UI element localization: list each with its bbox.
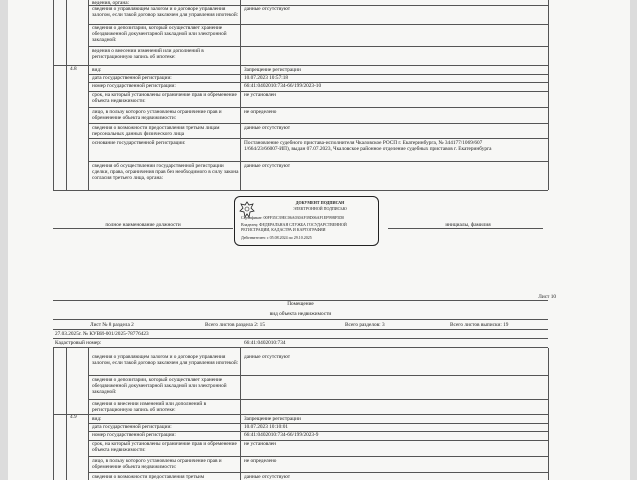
row-value: Запрещение регистрации — [244, 416, 301, 422]
total-sheets-section: Всего листов раздела 2: 15 — [205, 322, 265, 328]
row-value: данные отсутствуют — [244, 163, 291, 169]
sheet-info: Лист № 8 раздела 2 — [90, 322, 134, 328]
cadastral-row — [8, 340, 630, 347]
table-row — [8, 83, 630, 90]
date-number-row — [8, 331, 630, 338]
table-row — [8, 25, 630, 45]
object-subtitle: вид объекта недвижимости — [269, 311, 332, 317]
valid-value: с 05.08.2024 по 29.10.2025 — [266, 235, 312, 240]
table-row — [8, 474, 630, 480]
document-page — [8, 0, 630, 480]
row-value: данные отсутствуют — [244, 354, 291, 360]
row-label: ведения о внесении изменений или дополнений в регистрационную запись об ипотеке: — [92, 48, 204, 60]
stamp-subtitle: ЭЛЕКТРОННОЙ ПОДПИСЬЮ — [293, 206, 347, 211]
section-num: 4.8 — [70, 66, 77, 72]
table-row — [8, 424, 630, 431]
section-num: 4.9 — [70, 414, 77, 420]
table-row — [8, 458, 630, 472]
row-value: не установлен — [244, 441, 276, 447]
table-row — [8, 401, 630, 415]
row-label: вид: — [92, 67, 102, 73]
row-label: сведения о возможности предоставления третьим лицам персональных данных физического лица — [92, 125, 220, 137]
row-value: Запрещение регистрации — [244, 67, 301, 73]
valid-label: Действителен: — [241, 235, 266, 240]
row-label: вид: — [92, 416, 102, 422]
table-row — [8, 109, 630, 123]
owner-value: ФЕДЕРАЛЬНАЯ СЛУЖБА ГОСУДАРСТВЕННОЙ РЕГИСТРАЦИИ, КАДАСТРА И КАРТОГРАФИИ — [241, 222, 347, 232]
row-value: данные отсутствуют — [244, 125, 291, 131]
row-label: ведения, органа: — [92, 0, 130, 5]
table-row — [8, 140, 630, 160]
cadastral-value: 66:41:0402010:734 — [244, 340, 286, 346]
top-table — [8, 0, 630, 202]
name-caption: инициалы, фамилия — [445, 222, 491, 228]
row-label: номер государственной регистрации: — [92, 432, 176, 438]
table-row — [8, 432, 630, 439]
stamp-owner — [241, 222, 376, 232]
position-caption: полное наименование должности — [105, 222, 181, 228]
row-label: лицо, в пользу которого установлены ограничение прав и обременение объекта недвижимости: — [92, 458, 222, 470]
table-row — [8, 67, 630, 74]
stamp-cert — [241, 215, 376, 220]
second-page-header — [8, 292, 630, 352]
total-sheets-extract: Всего листов выписки: 19 — [450, 322, 509, 328]
table-row — [8, 441, 630, 455]
signature-block — [8, 190, 630, 250]
table-row — [8, 6, 630, 24]
row-value: 10.07.2023 10:10:01 — [244, 424, 288, 430]
table-row — [8, 125, 630, 138]
table-row — [8, 75, 630, 82]
stamp-title: ДОКУМЕНТ ПОДПИСАН — [295, 200, 345, 205]
sheet-number: Лист 10 — [538, 294, 556, 300]
row-label: дата государственной регистрации: — [92, 424, 172, 430]
owner-label: Владелец: — [241, 222, 259, 227]
row-value: данные отсутствуют — [244, 474, 291, 480]
date-number: 27.03.2025г. № КУВИ-001/2025-78776423 — [55, 331, 149, 337]
row-value: 66:41:0402010:734-66/199/2023-9 — [244, 432, 319, 438]
row-label: сведения о внесении изменений или дополнений в регистрационную запись об ипотеке: — [92, 401, 207, 413]
row-value: 66:41:0402010:734-66/199/2023-10 — [244, 83, 322, 89]
row-label: сведения о возможности предоставления третьим — [92, 474, 205, 480]
object-title: Помещение — [287, 301, 314, 307]
row-label: сведения о управляющем залогом и о договоре управления залогом, если такой договор заключен для управления ипотекой: — [92, 6, 239, 18]
row-label: дата государственной регистрации: — [92, 75, 172, 81]
table-row — [8, 92, 630, 106]
row-label: основание государственной регистрации: — [92, 140, 186, 146]
row-value: Постановление судебного пристава-исполнителя Чкаловское РОСП г. Екатеринбурга, № 344177/1069/607 1/664/23/66007-ИП), выдан 07.07.2023, Чкаловское районное отделение судебных приставов г. Екатеринбурга — [244, 140, 492, 152]
row-value: не установлен — [244, 92, 276, 98]
row-label: сведения о управляющем залогом и о договоре управления залогом, если такой договор заключен для управления ипотекой: — [92, 354, 239, 366]
row-value — [242, 401, 442, 415]
row-value: данные отсутствуют — [244, 6, 291, 12]
total-sections: Всего разделов: 3 — [345, 322, 385, 328]
cert-value: 00FF35C39EC06A030AF39D06AF1EF99BF5D0 — [263, 215, 345, 220]
table-row — [8, 377, 630, 397]
row-value: не определено — [244, 109, 277, 115]
row-value — [242, 25, 442, 45]
row-label: лицо, в пользу которого установлены ограничение прав и обременение объекта недвижимости: — [92, 109, 222, 121]
row-label: сведения об осуществлении государственной регистрации сделки, права, ограничения прав без необходимого в силу закона согласия третьего лица, органа: — [92, 163, 239, 181]
table-row — [8, 354, 630, 374]
object-title-row — [8, 301, 630, 308]
row-value: не определено — [244, 458, 277, 464]
row-label: номер государственной регистрации: — [92, 83, 176, 89]
cert-label: Сертификат: — [241, 215, 263, 220]
row-value — [242, 48, 442, 62]
sheet-info-row — [8, 322, 630, 329]
row-value — [242, 377, 442, 397]
table-row — [8, 416, 630, 423]
row-label: срок, на который установлены ограничение прав и обременение объекта недвижимости: — [92, 441, 237, 453]
row-label: срок, на который установлены ограничение прав и обременение объекта недвижимости: — [92, 92, 237, 104]
cadastral-label: Кадастровый номер: — [55, 340, 102, 346]
electronic-signature-stamp — [234, 196, 379, 246]
object-subtitle-row — [8, 311, 630, 318]
row-label: сведения о депозитарии, который осуществляет хранение обездвиженной документарной закладной или электронной закладной: — [92, 25, 227, 43]
row-label: сведения о депозитарии, который осуществляет хранение обездвиженной документарной закладной или электронной закладной: — [92, 377, 227, 395]
row-value: 10.07.2023 10:57:18 — [244, 75, 288, 81]
stamp-valid — [241, 235, 376, 240]
table-row — [8, 163, 630, 189]
table-row — [8, 48, 630, 62]
second-page-table — [8, 348, 630, 480]
